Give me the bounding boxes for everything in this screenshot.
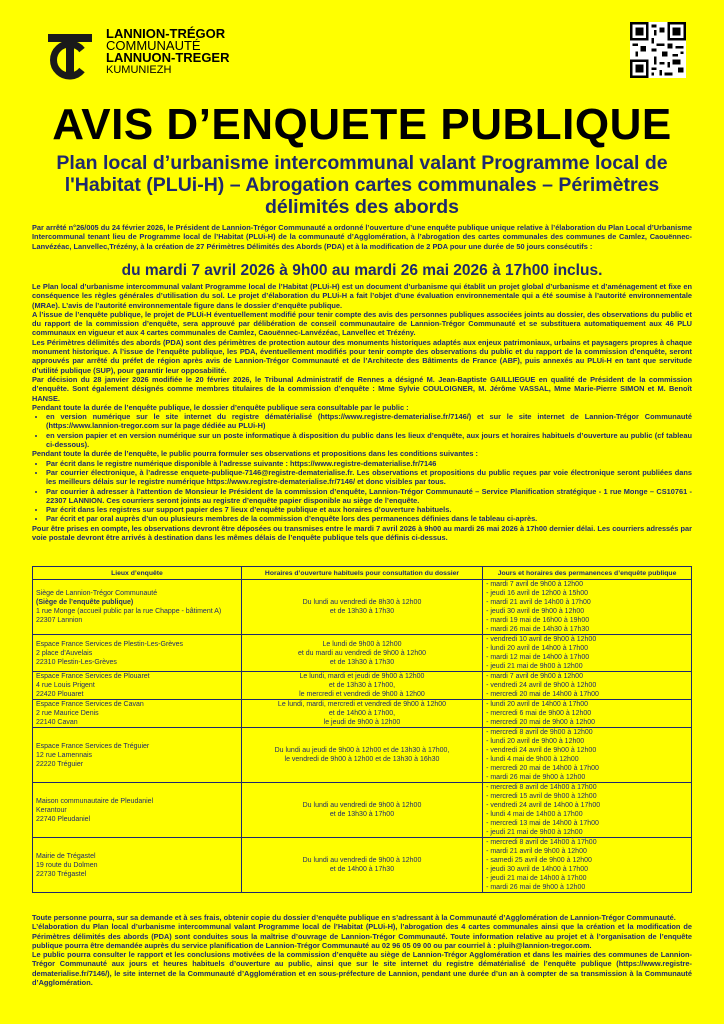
paragraph-issue: A l’issue de l’enquête publique, le projet de PLUi-H éventuellement modifié pour tenir compte des avis des personnes publiques associées joints au dossier, des observations du public et du rapport de la commission d’enquête, sera approuvé par délibération de conseil communautaire de Lannion-Trégor Communauté et se substituera automatiquement aux 46 PLU communaux en vigueur et aux 4 cartes communales de Camlez, Caouënnec-Lanvézéac, Lanvellec et Trézény. [32, 309, 692, 338]
dossier-list [32, 412, 692, 449]
cell-line: 4 rue Louis Prigent [36, 682, 95, 689]
cell-line: 22740 Pleudaniel [36, 815, 91, 823]
header [38, 22, 688, 102]
cell-line: - mardi 26 mai de 9h00 à 12h00 [486, 774, 586, 781]
cell-line: et de 13h30 à 17h00 [329, 811, 395, 818]
cell-line: et de 14h00 à 17h30 [329, 866, 395, 873]
table-cell-jours [483, 783, 692, 838]
cell-line: - mardi 21 avril de 14h00 à 17h00 [486, 599, 591, 606]
table-row [33, 672, 692, 700]
paragraph-deadline: Pour être prises en compte, les observations devront être déposées ou transmises entre le mardi 7 avril 2026 à 9h00 au mardi 26 mai 2026 à 17h00 dernier délai. Les courriers adressés par voie postale devront être arrivés à destination dans les mêmes délais de l’enquête publique tels que définis ci-dessus. [32, 523, 692, 543]
lannion-tregor-logo-icon [42, 24, 98, 80]
cell-line: Siège de Lannion-Trégor Communauté [36, 590, 158, 597]
cell-line: - mercredi 20 mai de 14h00 à 17h00 [486, 691, 599, 698]
cell-line: et de 13h30 à 17h30 [329, 608, 395, 615]
cell-line: et de 13h30 à 17h30 [329, 658, 395, 666]
cell-line: le jeudi de 9h00 à 12h00 [323, 719, 401, 726]
cell-line: 22220 Tréguier [36, 760, 84, 768]
cell-line: - jeudi 21 mai de 14h00 à 17h00 [486, 875, 587, 882]
permanences-table [32, 566, 692, 893]
cell-line: Maison communautaire de Pleudaniel [36, 797, 154, 805]
list-item: • Par écrit dans les registres sur support papier des 7 lieux d’enquête publique et aux horaires d’ouverture habituels. [46, 505, 692, 514]
list-item: • en version papier et en version numérique sur un poste informatique à disposition du public dans les lieux d’enquête, aux jours et horaires habituels d’ouverture au public (cf tableau ci-dessous). [46, 431, 692, 450]
cell-line: Du lundi au vendredi de 8h30 à 12h00 [302, 599, 422, 606]
cell-line: Espace France Services de Cavan [36, 701, 144, 708]
cell-line: Du lundi au jeudi de 9h00 à 12h00 et de 13h30 à 17h00, [274, 747, 450, 754]
table-row [33, 580, 692, 635]
logo-line1: LANNION-TRÉGOR [106, 26, 226, 41]
cell-line: Du lundi au vendredi de 9h00 à 12h00 [302, 802, 422, 809]
cell-line: - vendredi 24 avril de 9h00 à 12h00 [486, 682, 597, 689]
cell-line: - vendredi 24 avril de 14h00 à 17h00 [486, 802, 601, 809]
table-cell-lieu [33, 700, 242, 728]
list-item: • Par courrier électronique, à l’adresse enquete-publique-7146@registre-dematerialise.fr. Les observations et propositions du public reçues par voie électronique seront publiées dans les meilleurs délais sur le registre numérique https://www.registre-dematerialise.fr/7146/ et donc visibles par tous. [46, 468, 692, 487]
table-row [33, 783, 692, 838]
paragraph-maitrise: L’élaboration du Plan local d’urbanisme intercommunal valant Programme local de l’Habitat (PLUi-H), l’abrogation des 4 cartes communales ainsi que la création et la modification de Périmètres délimités des abords (PDA) sont conduites sous la maîtrise d’ouvrage de Lannion-Trégor Communauté. Toute information relative au projet et à l’organisation de l’enquête publique pourra être demandée auprès du service planification de Lannion-Trégor Communauté au 02 96 05 09 00 ou par courriel à : pluih@lannion-tregor.com. [32, 922, 692, 950]
table-cell-jours [483, 700, 692, 728]
list-item: • en version numérique sur le site internet du registre dématérialisé (https://www.registre-dematerialise.fr/7146/) et sur le site internet de Lannion-Trégor Communauté (https://www.lannion-tregor.com sur la page dédiée au PLUi-H) [46, 412, 692, 431]
cell-line: - mardi 26 mai de 14h30 à 17h30 [486, 626, 590, 633]
page-subtitle: Plan local d’urbanisme intercommunal valant Programme local de l'Habitat (PLUi-H) – Abrogation cartes communales – Périmètres délimités des abords [56, 152, 668, 218]
enquiry-dates: du mardi 7 avril 2026 à 9h00 au mardi 26 mai 2026 à 17h00 inclus. [121, 262, 603, 279]
cell-line: - mardi 7 avril de 9h00 à 12h00 [486, 581, 583, 588]
table-cell-lieu [33, 672, 242, 700]
cell-line: - vendredi 24 avril de 9h00 à 12h00 [486, 747, 597, 754]
table-cell-lieu [33, 728, 242, 783]
table-cell-horaires [241, 635, 482, 672]
cell-line: Le lundi de 9h00 à 12h00 [322, 640, 402, 648]
cell-line: 22140 Cavan [36, 719, 78, 726]
cell-line: - mercredi 13 mai de 14h00 à 17h00 [486, 820, 599, 827]
cell-line: - jeudi 21 mai de 9h00 à 12h00 [486, 663, 583, 670]
cell-line: - mercredi 20 mai de 9h00 à 12h00 [486, 719, 596, 726]
paragraph-plui: Le Plan local d’urbanisme intercommunal valant Programme local de l’Habitat (PLUi-H) est un document d’urbanisme qui établit un projet global d’urbanisme et d’aménagement et fixe en conséquence les règles générales d’utilisation du sol. Le projet d’élaboration du PLUi-H a fait l’objet d’une évaluation environnementale qui a été soumise à l’autorité environnementale (MRAe). L’avis de l’autorité environnementale figure dans le dossier d’enquête publique. [32, 282, 692, 310]
cell-line: - mercredi 20 mai de 14h00 à 17h00 [486, 765, 599, 772]
table-cell-lieu [33, 783, 242, 838]
cell-line: - jeudi 30 avril de 14h00 à 17h00 [486, 866, 589, 873]
cell-line: - mercredi 8 avril de 9h00 à 12h00 [486, 729, 593, 736]
cell-line: - mardi 19 mai de 16h00 à 19h00 [486, 617, 590, 624]
cell-line: et du mardi au vendredi de 9h00 à 12h00 [297, 649, 426, 657]
cell-line: Kerantour [36, 806, 67, 814]
cell-line: 22730 Trégastel [36, 870, 87, 878]
cell-line: - lundi 4 mai de 14h00 à 17h00 [486, 811, 583, 818]
table-cell-horaires [241, 700, 482, 728]
cell-line: - mercredi 6 mai de 9h00 à 12h00 [486, 710, 592, 717]
list-item: • Par écrit et par oral auprès d’un ou plusieurs membres de la commission d’enquête lors des permanences définies dans le tableau ci-après. [46, 514, 692, 523]
cell-line: Espace France Services de Plouaret [36, 673, 150, 680]
cell-line: et de 14h00 à 17h00, [328, 710, 396, 717]
cell-line: 22310 Plestin-Les-Grèves [36, 658, 117, 666]
cell-line: - mardi 12 mai de 14h00 à 17h00 [486, 654, 590, 661]
column-header: Horaires d’ouverture habituels pour consultation du dossier [241, 567, 482, 580]
cell-line: Du lundi au vendredi de 9h00 à 12h00 [302, 857, 422, 864]
table-cell-jours [483, 728, 692, 783]
cell-line: - jeudi 30 avril de 9h00 à 12h00 [486, 608, 585, 615]
table-row [33, 635, 692, 672]
table-header-row [33, 567, 692, 580]
cell-line: le vendredi de 9h00 à 12h00 et de 13h30 à 16h30 [284, 756, 440, 763]
cell-line: - mardi 26 mai de 9h00 à 12h00 [486, 884, 586, 891]
table-cell-jours [483, 580, 692, 635]
table-cell-horaires [241, 672, 482, 700]
cell-line: 22420 Plouaret [36, 691, 84, 698]
cell-line: - mercredi 8 avril de 14h00 à 17h00 [486, 784, 597, 791]
cell-line: 22307 Lannion [36, 617, 83, 624]
cell-line: (Siège de l’enquête publique) [36, 599, 134, 606]
cell-line: Espace France Services de Tréguier [36, 742, 150, 750]
table-cell-horaires [241, 728, 482, 783]
cell-line: - samedi 25 avril de 9h00 à 12h00 [486, 857, 592, 864]
table-body [33, 580, 692, 893]
cell-line: Le lundi, mardi, mercredi et vendredi de 9h00 à 12h00 [277, 701, 447, 708]
intro-paragraph: Par arrêté n°26/005 du 24 février 2026, le Président de Lannion-Trégor Communauté a ordonné l’ouverture d’une enquête publique unique relative à l’élaboration du Plan Local d’Urbanisme Intercommunal tenant lieu de Programme local de l’Habitat (PLUi-H) de la communauté d’Agglomération, à l’abrogation des cartes communales des communes de Camlez, Caouënnec-Lanvézéac, Lanvellec,Trézény, à la création de 27 Périmètres Délimités des Abords (PDA) et à la modification de 2 PDA pour une durée de 50 jours consécutifs : [32, 223, 692, 251]
logo-text [106, 28, 230, 76]
cell-line: - vendredi 10 avril de 9h00 à 12h00 [486, 636, 597, 643]
footer-text [32, 913, 692, 987]
logo-line2: COMMUNAUTÉ [106, 38, 201, 53]
cell-line: 12 rue Lamennais [36, 751, 93, 759]
table-cell-jours [483, 672, 692, 700]
table-cell-lieu [33, 635, 242, 672]
table-cell-jours [483, 838, 692, 893]
table-cell-horaires [241, 580, 482, 635]
observations-list [32, 459, 692, 524]
logo-line3: LANNUON-TREGER [106, 50, 230, 65]
table-cell-lieu [33, 838, 242, 893]
qr-code-icon [630, 22, 686, 78]
cell-line: 19 route du Dolmen [36, 861, 98, 869]
cell-line: - lundi 20 avril de 14h00 à 17h00 [486, 701, 589, 708]
paragraph-pda: Les Périmètres délimités des abords (PDA) sont des périmètres de protection autour des monuments historiques adaptés aux enjeux patrimoniaux, urbains et paysagers propres à chaque monument historique. A l’issue de l’enquête publique, les PDA, éventuellement modifiés pour tenir compte des observations du public et du rapport de la commission d’enquête, seront approuvés par arrêté du préfet de région après avis de Lannion-Trégor Communauté et de l’Architecte des Bâtiments de France (ABF), puis annexés au PLUi-H en tant que servitude d’utilité publique (SUP), pour garantir leur opposabilité. [32, 337, 692, 375]
cell-line: - lundi 20 avril de 9h00 à 12h00 [486, 738, 585, 745]
cell-line: 2 place d'Auvelais [36, 649, 93, 657]
paragraph-dossier: Pendant toute la durée de l’enquête publique, le dossier d’enquête publique sera consultable par le public : [32, 402, 409, 412]
page-title: AVIS D’ENQUETE PUBLIQUE [52, 100, 672, 149]
cell-line: - mardi 21 avril de 9h00 à 12h00 [486, 848, 587, 855]
cell-line: 2 rue Maurice Denis [36, 710, 99, 717]
table-cell-horaires [241, 838, 482, 893]
cell-line: Le lundi, mardi et jeudi de 9h00 à 12h00 [299, 673, 425, 680]
table-row [33, 838, 692, 893]
paragraph-copy: Toute personne pourra, sur sa demande et à ses frais, obtenir copie du dossier d’enquête publique en s’adressant à la Communauté d’Agglomération de Lannion-Trégor Communauté. [32, 913, 676, 922]
table-cell-lieu [33, 580, 242, 635]
cell-line: le mercredi et vendredi de 9h00 à 12h00 [299, 691, 425, 698]
column-header: Lieux d’enquête [33, 567, 242, 580]
cell-line: et de 13h30 à 17h00, [328, 682, 396, 689]
cell-line: - mercredi 15 avril de 9h00 à 12h00 [486, 793, 597, 800]
table-cell-horaires [241, 783, 482, 838]
cell-line: - jeudi 21 mai de 9h00 à 12h00 [486, 829, 583, 836]
table-cell-jours [483, 635, 692, 672]
table-row [33, 700, 692, 728]
table-row [33, 728, 692, 783]
cell-line: - lundi 4 mai de 9h00 à 12h00 [486, 756, 579, 763]
paragraph-observations: Pendant toute la durée de l’enquête, le public pourra formuler ses observations et propositions dans les conditions suivantes : [32, 449, 478, 459]
paragraph-commission: Par décision du 28 janvier 2026 modifiée le 20 février 2026, le Tribunal Administratif de Rennes a désigné M. Jean-Baptiste GAILLIEGUE en qualité de Président de la commission d’enquête. Sont également désignés comme membres titulaires de la commission d’enquête : Mme Sylvie COULOIGNER, M. Jérôme VASSAL, Mme Marie-Pierre SIMON et M. Benoît HANSE. [32, 374, 692, 403]
list-item: • Par courrier à adresser à l’attention de Monsieur le Président de la commission d’enquête, Lannion-Trégor Communauté – Service Planification stratégique - 1 rue Monge – CS10761 - 22307 LANNION. Ces courriers seront joints au registre d’enquête papier disponible au siège de l’enquête. [46, 487, 692, 506]
column-header: Jours et horaires des permanences d’enquête publique [483, 567, 692, 580]
paragraph-rapport: Le public pourra consulter le rapport et les conclusions motivées de la commission d’enquête au siège de Lannion-Trégor Agglomération et dans les mairies des communes de Lannion-Trégor Communauté aux jours et heures habituels d’ouverture au public, ainsi que sur le site internet du registre dématérialisé de l’enquête publique (https://www.registre-dematerialise.fr/7146/), le site internet de la Communauté d’Agglomération et en sous-préfecture de Lannion, pendant une durée d’un an à compter de sa transmission à la Communauté d’Agglomération. [32, 950, 692, 988]
body-text [32, 282, 692, 542]
cell-line: Mairie de Trégastel [36, 852, 96, 860]
cell-line: - lundi 20 avril de 14h00 à 17h00 [486, 645, 589, 652]
cell-line: - mardi 7 avril de 9h00 à 12h00 [486, 673, 583, 680]
list-item: • Par écrit dans le registre numérique disponible à l’adresse suivante : https://www.registre-dematerialise.fr/7146 [46, 459, 692, 468]
cell-line: - jeudi 16 avril de 12h00 à 15h00 [486, 590, 589, 597]
cell-line: - mercredi 8 avril de 14h00 à 17h00 [486, 839, 597, 846]
cell-line: 1 rue Monge (accueil public par la rue Chappe - bâtiment A) [36, 608, 222, 615]
logo-line4: KUMUNIEZH [106, 64, 172, 76]
cell-line: Espace France Services de Plestin-Les-Grèves [36, 640, 184, 648]
